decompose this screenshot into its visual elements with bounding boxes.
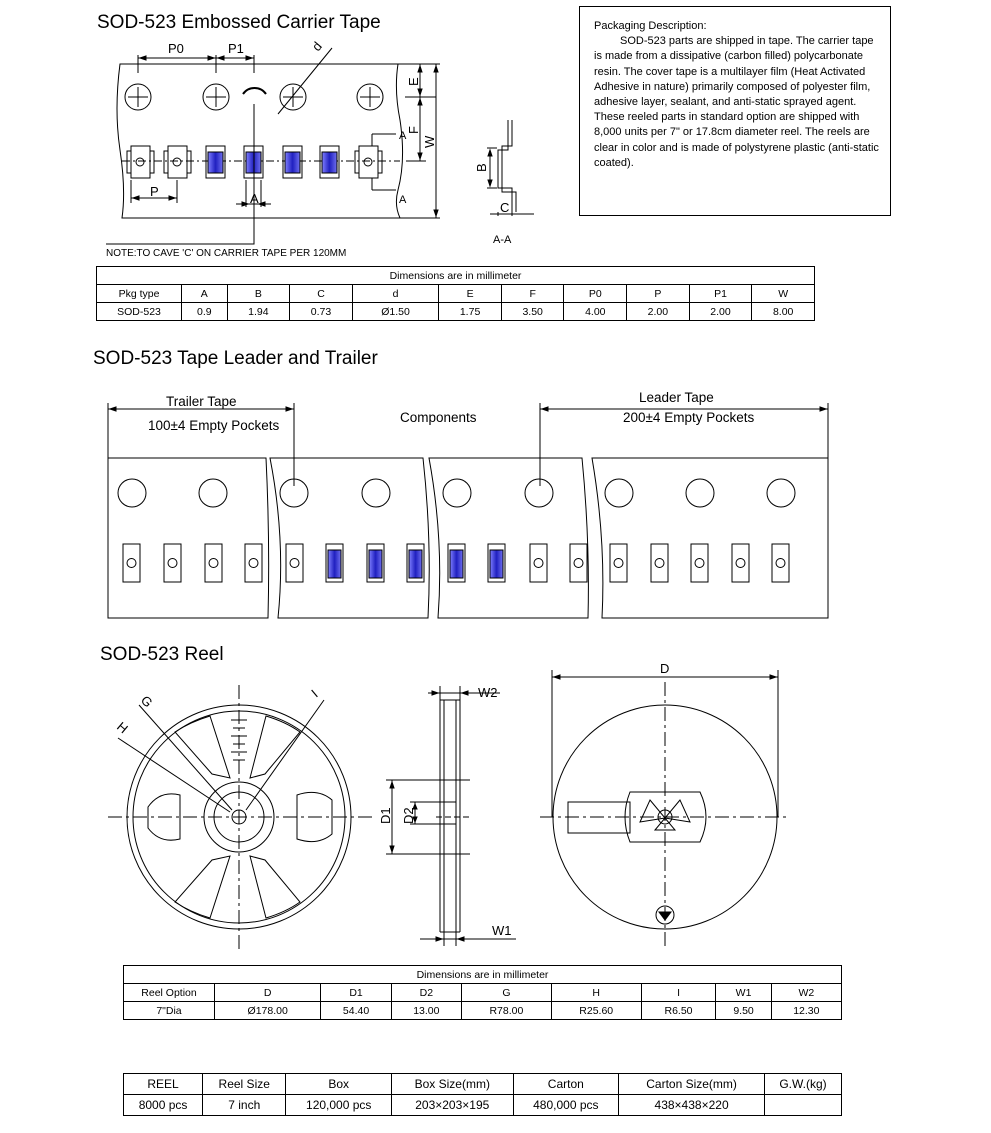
label-d2: D2 bbox=[401, 807, 416, 824]
empty-pocket bbox=[530, 544, 547, 582]
label-p: P bbox=[150, 184, 159, 199]
component-pocket bbox=[407, 544, 424, 582]
sprocket-hole bbox=[767, 479, 795, 507]
label-f: F bbox=[406, 126, 421, 134]
empty-pocket bbox=[570, 544, 587, 582]
empty-pocket bbox=[651, 544, 668, 582]
label-w: W bbox=[422, 135, 437, 148]
empty-pocket bbox=[610, 544, 627, 582]
label-a-bottom: A bbox=[399, 194, 407, 206]
packing-table bbox=[123, 1073, 842, 1116]
carrier-tape-note: NOTE:TO CAVE 'C' ON CARRIER TAPE PER 120MM bbox=[106, 248, 347, 259]
table-row: 7"Dia Ø178.00 54.40 13.00 R78.00 R25.60 R6.50 9.50 12.30 bbox=[124, 1002, 842, 1020]
label-e: E bbox=[406, 77, 421, 86]
components-label: Components bbox=[400, 410, 477, 425]
sprocket-hole bbox=[357, 84, 383, 110]
label-w1: W1 bbox=[492, 923, 512, 938]
reel-diagram bbox=[0, 660, 991, 960]
leader-tape-label: Leader Tape bbox=[639, 390, 714, 405]
table-header-row: REEL Reel Size Box Box Size(mm) Carton Carton Size(mm) G.W.(kg) bbox=[124, 1074, 842, 1095]
label-section-aa: A-A bbox=[493, 234, 512, 246]
label-b: B bbox=[474, 163, 489, 172]
label-c: C bbox=[500, 200, 510, 215]
component-pocket bbox=[326, 544, 343, 582]
leader-pockets-label: 200±4 Empty Pockets bbox=[623, 410, 755, 425]
reel-back-view bbox=[540, 670, 790, 950]
table-header-row: Reel Option D D1 D2 G H I W1 W2 bbox=[124, 984, 842, 1002]
label-a: A bbox=[250, 191, 259, 206]
reel-dimensions-table bbox=[123, 965, 842, 1020]
table-caption: Dimensions are in millimeter bbox=[97, 267, 815, 285]
label-h: H bbox=[114, 718, 131, 737]
leader-trailer-title: SOD-523 Tape Leader and Trailer bbox=[93, 348, 378, 369]
trailer-pockets-label: 100±4 Empty Pockets bbox=[148, 418, 280, 433]
table-row: 8000 pcs 7 inch 120,000 pcs 203×203×195 480,000 pcs 438×438×220 bbox=[124, 1095, 842, 1116]
sprocket-hole bbox=[199, 479, 227, 507]
label-p1: P1 bbox=[228, 41, 244, 56]
empty-pocket bbox=[245, 544, 262, 582]
label-a-top: A bbox=[399, 130, 407, 142]
packaging-body: SOD-523 parts are shipped in tape. The carrier tape is made from a dissipative (carbon filled) polycarbonate resin. The cover tape is a multilayer film (Heat Activated Adhesive in nature) primarily composed of polyester film, adhesive layer, sealant, and anti-static sprayed agent. These reeled parts in standard option are shipped with 8,000 units per 7" or 17.8cm diameter reel. The reels are clear in color and is made of polystyrene plastic (anti-static coated). bbox=[594, 35, 879, 169]
table-header-row: Pkg type A B C d E F P0 P P1 W bbox=[97, 285, 815, 303]
component-pocket bbox=[488, 544, 505, 582]
sprocket-hole bbox=[525, 479, 553, 507]
component-pocket bbox=[448, 544, 465, 582]
component-pocket bbox=[320, 146, 339, 178]
table-row: SOD-523 0.9 1.94 0.73 Ø1.50 1.75 3.50 4.00 2.00 2.00 8.00 bbox=[97, 303, 815, 321]
empty-pocket bbox=[164, 146, 191, 178]
label-g: G bbox=[137, 692, 156, 711]
label-i: I bbox=[308, 686, 321, 701]
label-d: D bbox=[660, 661, 670, 676]
sprocket-hole bbox=[686, 479, 714, 507]
empty-pocket bbox=[732, 544, 749, 582]
empty-pocket bbox=[772, 544, 789, 582]
trailer-tape-label: Trailer Tape bbox=[166, 394, 237, 409]
label-w2: W2 bbox=[478, 685, 498, 700]
reel-title: SOD-523 Reel bbox=[100, 644, 224, 665]
sprocket-hole bbox=[125, 84, 151, 110]
empty-pocket bbox=[164, 544, 181, 582]
component-pocket bbox=[367, 544, 384, 582]
packaging-description-box bbox=[579, 6, 891, 216]
tape-dimensions-table bbox=[96, 266, 815, 321]
leader-trailer-diagram bbox=[0, 380, 991, 630]
sprocket-hole bbox=[443, 479, 471, 507]
component-pocket bbox=[206, 146, 225, 178]
sprocket-hole bbox=[362, 479, 390, 507]
empty-pocket bbox=[355, 146, 382, 178]
packaging-heading: Packaging Description: bbox=[594, 20, 707, 32]
empty-pocket bbox=[205, 544, 222, 582]
component-pocket bbox=[283, 146, 302, 178]
carrier-tape-diagram bbox=[0, 0, 580, 270]
sprocket-hole bbox=[605, 479, 633, 507]
empty-pocket bbox=[123, 544, 140, 582]
sprocket-hole bbox=[203, 84, 229, 110]
sprocket-hole bbox=[118, 479, 146, 507]
carrier-tape-title: SOD-523 Embossed Carrier Tape bbox=[97, 12, 381, 33]
empty-pocket bbox=[286, 544, 303, 582]
empty-pocket bbox=[691, 544, 708, 582]
label-d1: D1 bbox=[378, 807, 393, 824]
empty-pocket bbox=[127, 146, 154, 178]
label-p0: P0 bbox=[168, 41, 184, 56]
label-d: d bbox=[308, 38, 325, 54]
reel-front-view bbox=[108, 685, 372, 950]
table-caption: Dimensions are in millimeter bbox=[124, 966, 842, 984]
